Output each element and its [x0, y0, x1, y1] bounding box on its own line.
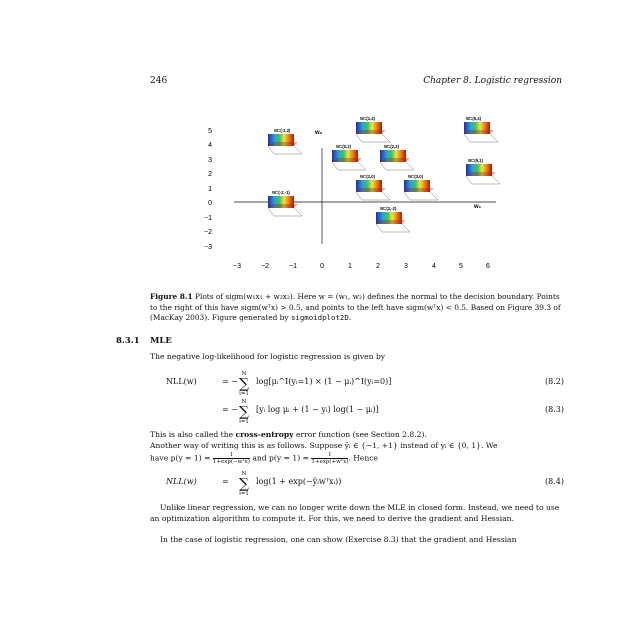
sigmoid-panel [464, 116, 498, 142]
x-tick: 3 [404, 263, 408, 270]
equation-8-4 [150, 470, 564, 496]
closed-form-paragraph: Unlike linear regression, we can no longer write down the MLE in closed form. Instead, we need to use an optimization algorithm to compute it. For this, we need to derive the gradient and Hessian. [150, 503, 560, 523]
caption-end: . [348, 313, 352, 322]
sigmoid-panel [356, 116, 390, 142]
sigmoid-panel [332, 144, 366, 170]
chapter-title: Chapter 8. Logistic regression [423, 76, 562, 86]
sigmoid-panel [268, 128, 302, 154]
y-tick: 2 [208, 171, 212, 178]
x-axis-label: w₁ [474, 204, 482, 210]
eq-number: (8.3) [545, 405, 564, 414]
svg-text:W=(0,2): W=(0,2) [336, 144, 352, 149]
svg-text:W=(2,-2): W=(2,-2) [380, 206, 397, 211]
y-tick: 4 [208, 142, 212, 149]
gradient-paragraph: In the case of logistic regression, one can show (Exercise 8.3) that the gradient and Hessian [160, 535, 517, 544]
sum-sign: N ∑ i=1 [239, 371, 249, 397]
equation-8-2 [150, 370, 564, 396]
caption-code: sigmoidplot2D [290, 313, 349, 322]
sigmoid-plots-figure [196, 112, 512, 292]
figure-caption [150, 292, 564, 324]
sigmoid-panel [268, 190, 302, 216]
eq-number: (8.2) [545, 377, 564, 386]
x-tick: 0 [320, 263, 324, 270]
eq-rel: = − [222, 377, 238, 386]
y-tick: 3 [208, 157, 212, 164]
svg-text:W=(-2,3): W=(-2,3) [274, 128, 291, 133]
sigmoid-panel [356, 174, 390, 200]
x-tick: −1 [289, 263, 297, 270]
y-tick: 5 [208, 128, 212, 135]
svg-text:W=(-2,-1): W=(-2,-1) [272, 190, 290, 195]
sigmoid-panel [404, 174, 438, 200]
svg-text:W=(5,1): W=(5,1) [468, 158, 484, 163]
eq-body: log(1 + exp(−ỹᵢwᵀxᵢ)) [256, 477, 342, 486]
x-tick: 6 [486, 263, 490, 270]
x-tick: 5 [459, 263, 463, 270]
equation-8-3 [150, 398, 564, 424]
x-tick: 1 [348, 263, 352, 270]
page-number: 246 [150, 76, 168, 86]
caption-text: Plots of sigm(w₁x₁ + w₂x₂). Here w = (w₁, w₂) defines the normal to the decision boundary. Points to the right of this have sigm(wᵀx) > 0.5, and points to the left have sigm(wᵀx) < 0.5. Based on Figure 39.3 of (MacKay 2003). Figure generated by [150, 292, 561, 322]
cross-entropy-paragraph [150, 430, 564, 441]
bold-term: cross-entropy [235, 430, 294, 439]
x-tick: 4 [432, 263, 436, 270]
y-tick: −3 [204, 244, 212, 251]
sum-sign: N ∑ i=1 [239, 399, 249, 425]
svg-text:W=(3,0): W=(3,0) [408, 174, 424, 179]
svg-text:W=(2,2): W=(2,2) [384, 144, 400, 149]
intro-paragraph: The negative log-likelihood for logistic regression is given by [150, 352, 386, 361]
text-line: have p(y = 1) = $\frac{1}{\text{1+exp(−wᵀx)}}$ and p(y = 1) = $\frac{1}{\text{1+exp(+wᵀx)}}$ . Hence [150, 451, 378, 465]
y-tick: −2 [204, 229, 212, 236]
fraction: $\frac{1}{\text{1+exp(+wᵀx)}}$ [311, 451, 349, 465]
eq-rel: = [222, 477, 229, 486]
sum-sign: N ∑ i=1 [239, 471, 249, 497]
x-tick: −2 [261, 263, 269, 270]
sigmoid-panel [466, 158, 500, 184]
text-span: This is also called the [150, 430, 234, 439]
sigmoid-panel [376, 206, 410, 232]
sigmoid-panel [380, 144, 414, 170]
eq-lhs: NLL(w) [166, 377, 197, 386]
section-title: MLE [150, 336, 172, 346]
svg-text:W=(1,4): W=(1,4) [360, 116, 376, 121]
svg-text:W=(1,0): W=(1,0) [360, 174, 376, 179]
figure-label: Figure 8.1 [150, 292, 193, 301]
text-span: error function (see Section 2.8.2). [296, 430, 427, 439]
eq-body: [yᵢ log μᵢ + (1 − yᵢ) log(1 − μᵢ)] [256, 405, 379, 414]
fraction: $\frac{1}{\text{1+exp(−wᵀx)}}$ [212, 451, 250, 465]
y-tick: 1 [208, 186, 212, 193]
y-axis-label: w₂ [315, 130, 323, 136]
eq-body: log[μᵢ^I(yᵢ=1) × (1 − μᵢ)^I(yᵢ=0)] [256, 377, 392, 386]
x-tick: 2 [376, 263, 380, 270]
y-tick: −1 [204, 215, 212, 222]
section-number: 8.3.1 [116, 336, 140, 346]
eq-rel: = − [222, 405, 238, 414]
y-tick: 0 [208, 200, 212, 207]
svg-text:W=(5,4): W=(5,4) [466, 116, 482, 121]
x-tick: −3 [233, 263, 241, 270]
text-line: Another way of writing this is as follows. Suppose ỹᵢ ∈ {−1, +1} instead of yᵢ ∈ {0, 1}. We [150, 441, 498, 450]
alternative-form-paragraph [150, 441, 564, 465]
eq-lhs: NLL(w) [166, 477, 197, 486]
eq-number: (8.4) [545, 477, 564, 486]
